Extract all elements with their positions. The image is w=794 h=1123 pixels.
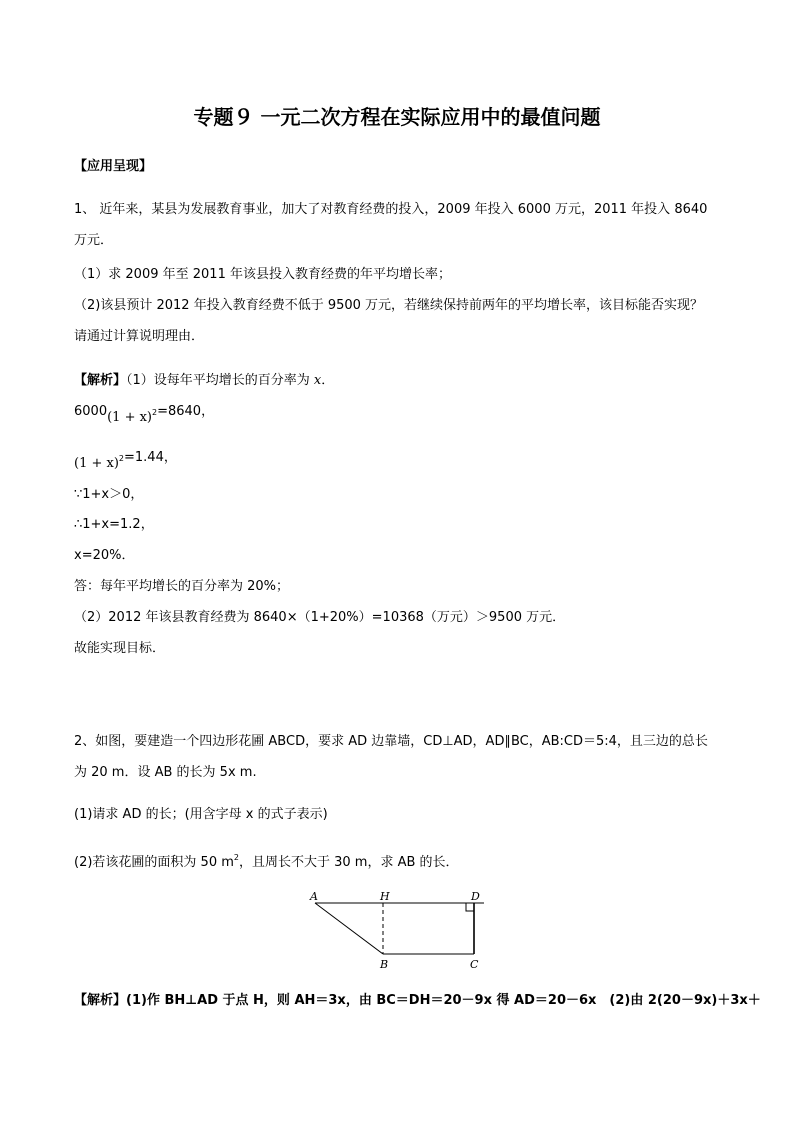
q1-part2a: （2)该县预计 2012 年投入教育经费不低于 9500 万元，若继续保持前两年的平均增长率，该目标能否实现？ <box>74 298 704 313</box>
q2-part2 <box>74 849 459 872</box>
q1-line1: 1、 近年来，某县为发展教育事业，加大了对教育经费的投入，2009 年投入 6000 万元，2011 年投入 8640 <box>74 202 708 217</box>
eq2-base: (1 + x) <box>74 456 119 471</box>
sol1-line9: 故能实现目标． <box>74 641 166 656</box>
solution2-label: 【解析】 <box>74 993 127 1008</box>
eq2-exponent: 2 <box>118 454 124 463</box>
q2-line1: 2、如图，要建造一个四边形花圃 ABCD，要求 AD 边靠墙，CD⊥AD，AD∥BC，AB:CD＝5:4，且三边的总长 <box>74 734 708 749</box>
side-ab <box>315 903 383 954</box>
eq1-exponent: 2 <box>152 408 158 417</box>
eq1-rhs: =8640， <box>157 404 215 419</box>
q2-part2-text-end: ，且周长不大于 30 m，求 AB 的长． <box>238 855 459 870</box>
sol1-line1-text: （1）设每年平均增长的百分率为 <box>126 373 314 388</box>
sol1-line1-var: x <box>313 373 322 388</box>
sol2-text: (1)作 BH⊥AD 于点 H，则 AH＝3x，由 BC＝DH＝20－9x 得 AD＝20－6x (2)由 2(20－9x)＋3x＋ <box>126 993 761 1008</box>
label-b: B <box>380 958 389 971</box>
sol1-equation1 <box>74 404 214 427</box>
eq1-coefficient: 6000 <box>74 404 108 419</box>
solution-label: 【解析】 <box>74 373 127 388</box>
sol1-line7: 答：每年平均增长的百分率为 20%； <box>74 579 290 594</box>
sol1-line8: （2）2012 年该县教育经费为 8640×（1+20%）=10368（万元）＞9500 万元． <box>74 610 566 625</box>
q2-part2-superscript: 2 <box>233 853 239 862</box>
sol1-equation2 <box>74 450 177 473</box>
right-angle-mark <box>466 903 474 911</box>
sol1-line6: x=20%． <box>74 548 135 563</box>
quadrilateral-figure <box>300 886 500 974</box>
label-a: A <box>310 890 318 903</box>
page-title: 专题９ 一元二次方程在实际应用中的最值问题 <box>193 105 601 129</box>
eq1-base: (1 + x) <box>107 410 152 425</box>
eq2-rhs: =1.44， <box>124 450 177 465</box>
label-h: H <box>380 890 390 903</box>
section-header: 【应用呈现】 <box>74 159 153 174</box>
label-d: D <box>471 890 480 903</box>
q1-part2b: 请通过计算说明理由． <box>74 329 205 344</box>
sol2-line <box>74 992 761 1010</box>
q2-line2: 为 20 m．设 AB 的长为 5x m. <box>74 765 257 780</box>
q1-part1: （1）求 2009 年至 2011 年该县投入教育经费的年平均增长率； <box>74 267 451 282</box>
q1-line2: 万元． <box>74 233 114 248</box>
sol1-line1-end: ． <box>321 373 335 388</box>
sol1-line4: ∵1+x＞0， <box>74 487 144 502</box>
q2-part2-text: (2)若该花圃的面积为 50 m <box>74 855 234 870</box>
label-c: C <box>470 958 479 971</box>
q2-part1: (1)请求 AD 的长；(用含字母 x 的式子表示) <box>74 807 328 822</box>
sol1-line1 <box>74 372 334 390</box>
sol1-line5: ∴1+x=1.2， <box>74 517 154 532</box>
